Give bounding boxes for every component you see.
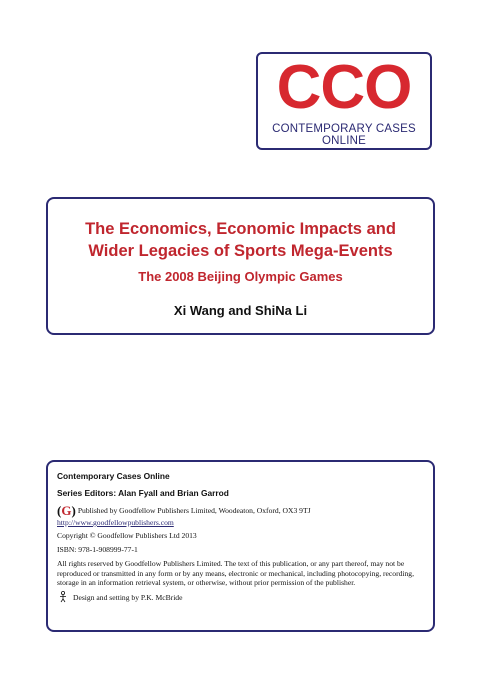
- series-name: Contemporary Cases Online: [57, 471, 170, 481]
- book-title-line-2: Wider Legacies of Sports Mega-Events: [88, 242, 393, 260]
- design-credit-row: [57, 591, 424, 603]
- book-title-line-1: The Economics, Economic Impacts and: [85, 220, 396, 238]
- cco-logo-subtitle: CONTEMPORARY CASES ONLINE: [272, 123, 416, 147]
- cco-logo-letters: CCO: [276, 53, 412, 122]
- publisher-logo-icon: (G): [57, 503, 76, 518]
- series-editors: Series Editors: Alan Fyall and Brian Garrod: [57, 488, 229, 498]
- book-subtitle: The 2008 Beijing Olympic Games: [138, 269, 343, 284]
- designer-figure-icon: [57, 591, 69, 603]
- published-by: Published by Goodfellow Publishers Limited, Woodeaton, Oxford, OX3 9TJ: [77, 506, 311, 516]
- book-title: [48, 218, 433, 262]
- publication-info-panel: [46, 460, 435, 632]
- design-credit: Design and setting by P.K. McBride: [73, 592, 183, 602]
- cco-logo: [256, 52, 432, 150]
- publisher-row: [57, 505, 424, 517]
- isbn: ISBN: 978-1-908999-77-1: [57, 544, 138, 554]
- publisher-link[interactable]: http://www.goodfellowpublishers.com: [57, 518, 174, 527]
- rights-notice: All rights reserved by Goodfellow Publishers Limited. The text of this publication, or any part thereof, may not be reproduced or transmitted in any form or by any means, electronic or mechanical, including photocopying, recording, storage in an information retrieval system, or otherwise, without prior permission of the publisher.: [57, 559, 415, 588]
- copyright: Copyright © Goodfellow Publishers Ltd 2013: [57, 531, 197, 541]
- book-authors: Xi Wang and ShiNa Li: [173, 303, 308, 318]
- title-panel: [46, 197, 435, 335]
